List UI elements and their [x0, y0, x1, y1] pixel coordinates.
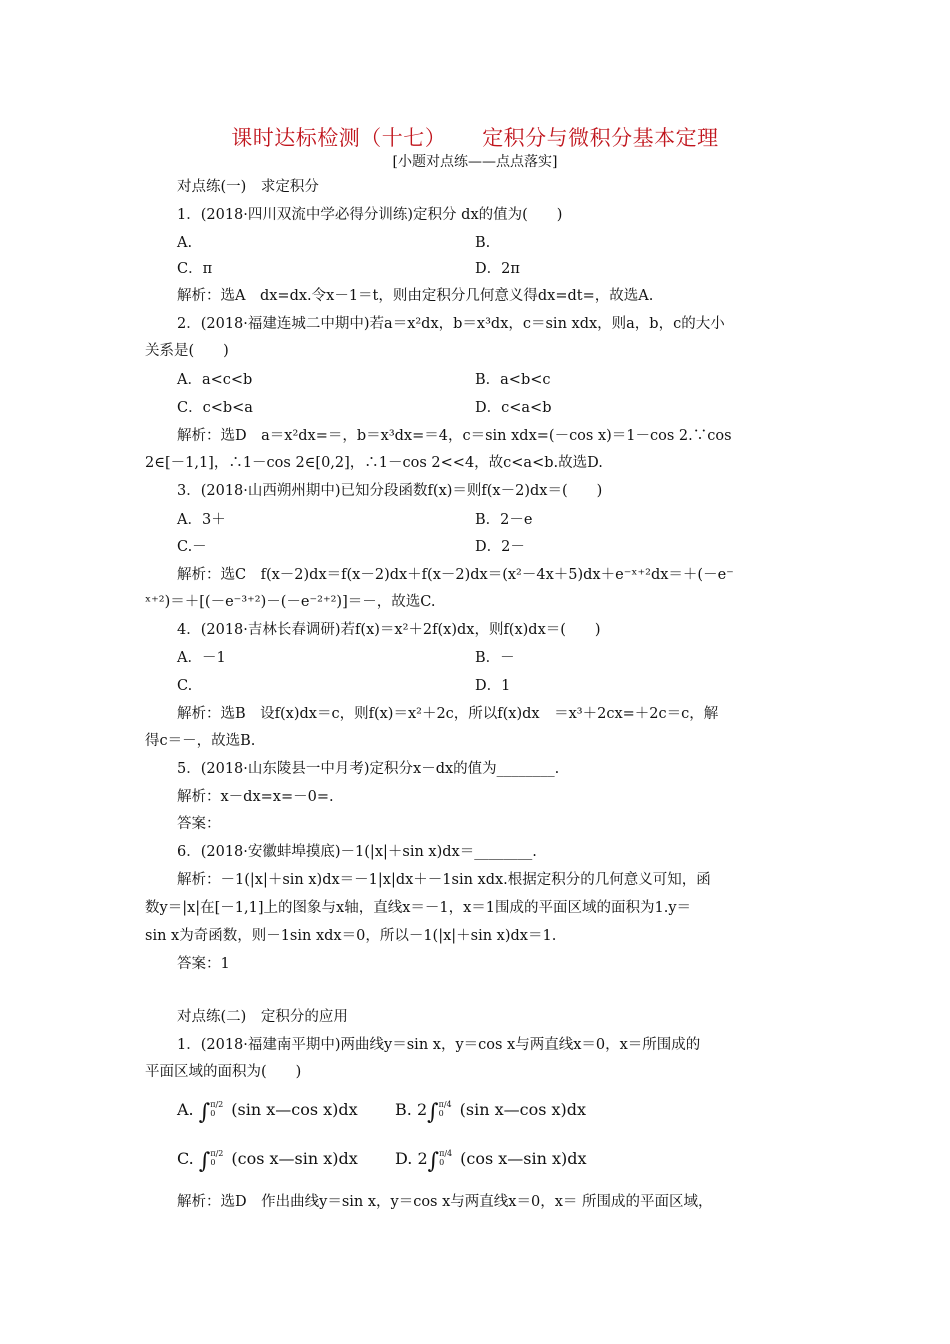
option-label: C. [177, 1149, 194, 1168]
page-title [0, 122, 950, 152]
integral-icon: ∫ [427, 1100, 439, 1125]
solution-cont: 得c＝－，故选B. [145, 733, 256, 749]
integral-limits: π/2 0 [210, 1148, 224, 1167]
coefficient: 2 [416, 1100, 428, 1119]
question-stem: 1．(2018·福建南平期中)两曲线y＝sin x，y＝cos x与两直线x＝0，x＝所围成的 [177, 1037, 701, 1053]
option-d: D．c<a<b [475, 400, 552, 416]
question-stem: 3．(2018·山西朔州期中)已知分段函数f(x)＝则f(x－2)dx＝( ) [177, 483, 603, 499]
solution-cont: 2∈[－1,1]，∴1－cos 2∈[0,2]，∴1－cos 2<<4，故c<a<b.故选D. [145, 455, 603, 471]
title-part-a: 课时达标检测（十七） [231, 126, 447, 150]
solution: 解析：x－dx=x=－0=. [177, 789, 334, 805]
integrand: (sin x—cos x)dx [231, 1100, 358, 1119]
option-a: A．－1 [177, 650, 226, 666]
answer: 答案： [177, 816, 221, 832]
integrand: (cos x—sin x)dx [460, 1149, 587, 1168]
integrand: (sin x—cos x)dx [459, 1100, 587, 1119]
integral-limits: π/4 0 [438, 1099, 452, 1118]
option-label: A. [177, 1100, 194, 1119]
option-c: C．π [177, 261, 213, 277]
option-a [177, 1100, 358, 1125]
coefficient: 2 [417, 1149, 428, 1168]
option-b: B．－ [475, 650, 515, 666]
option-b: B．2－e [475, 512, 533, 528]
integral-limits: π/4 0 [439, 1148, 453, 1167]
integrand: (cos x—sin x)dx [231, 1149, 358, 1168]
solution-cont: ˣ⁺²)＝＋[(－e⁻³⁺²)－(－e⁻²⁺²)]＝－，故选C. [145, 594, 436, 610]
option-b: B. [475, 235, 491, 251]
integral-limits: π/2 0 [210, 1099, 224, 1118]
solution: 解析：选B 设f(x)dx＝c，则f(x)＝x²＋2c，所以f(x)dx ＝x³＋2cx=＋2c＝c，解 [177, 706, 719, 722]
section-heading: 对点练(二) 定积分的应用 [177, 1009, 348, 1025]
solution-cont: sin x为奇函数，则－1sin xdx＝0，所以－1(|x|＋sin x)dx＝1. [145, 928, 557, 944]
option-d [395, 1149, 587, 1174]
solution-cont: 数y＝|x|在[－1,1]上的图象与x轴，直线x＝－1，x＝1围成的平面区域的面积为1.y＝ [145, 900, 692, 916]
answer: 答案：1 [177, 956, 230, 972]
question-stem: 2．(2018·福建连城二中期中)若a＝x²dx，b＝x³dx，c＝sin xdx，则a，b，c的大小 [177, 316, 725, 332]
option-label: D. [395, 1149, 413, 1168]
option-d: D．2π [475, 261, 520, 277]
solution: 解析：－1(|x|＋sin x)dx＝－1|x|dx＋－1sin xdx.根据定积分的几何意义可知，函 [177, 872, 711, 888]
title-part-b: 定积分与微积分基本定理 [482, 126, 719, 150]
option-d: D．2－ [475, 539, 525, 555]
option-a: A．a<c<b [177, 372, 253, 388]
question-stem: 6．(2018·安徽蚌埠摸底)－1(|x|＋sin x)dx＝________. [177, 844, 537, 860]
option-d: D．1 [475, 678, 511, 694]
solution: 解析：选D 作出曲线y＝sin x，y＝cos x与两直线x＝0，x＝ 所围成的平面区域， [177, 1194, 713, 1210]
page-subtitle: [小题对点练——点点落实] [392, 154, 558, 170]
integral-icon: ∫ [198, 1149, 211, 1174]
option-a: A．3＋ [177, 512, 226, 528]
option-b: B．a<b<c [475, 372, 551, 388]
solution: 解析：选D a＝x²dx=＝，b＝x³dx=＝4，c＝sin xdx=(－cos x)＝1－cos 2.∵cos [177, 428, 732, 444]
question-stem: 1．(2018·四川双流中学必得分训练)定积分 dx的值为( ) [177, 207, 563, 223]
question-stem: 4．(2018·吉林长春调研)若f(x)＝x²＋2f(x)dx，则f(x)dx＝( ) [177, 622, 601, 638]
option-c: C．c<b<a [177, 400, 253, 416]
option-c: C.－ [177, 539, 207, 555]
option-a: A. [177, 235, 193, 251]
option-label: B. [395, 1100, 412, 1119]
question-stem: 5．(2018·山东陵县一中月考)定积分x－dx的值为________. [177, 761, 560, 777]
integral-icon: ∫ [427, 1149, 440, 1174]
solution: 解析：选A dx=dx.令x－1＝t，则由定积分几何意义得dx=dt=，故选A. [177, 288, 654, 304]
option-b [395, 1100, 586, 1125]
section-heading: 对点练(一) 求定积分 [177, 179, 319, 195]
option-c: C. [177, 678, 193, 694]
question-stem-cont: 平面区域的面积为( ) [145, 1064, 302, 1080]
solution: 解析：选C f(x－2)dx＝f(x－2)dx＋f(x－2)dx＝(x²－4x＋5)dx＋e⁻ˣ⁺²dx＝＋(－e⁻ [177, 567, 734, 583]
question-stem-cont: 关系是( ) [145, 343, 229, 359]
option-c [177, 1149, 358, 1174]
integral-icon: ∫ [198, 1100, 211, 1125]
